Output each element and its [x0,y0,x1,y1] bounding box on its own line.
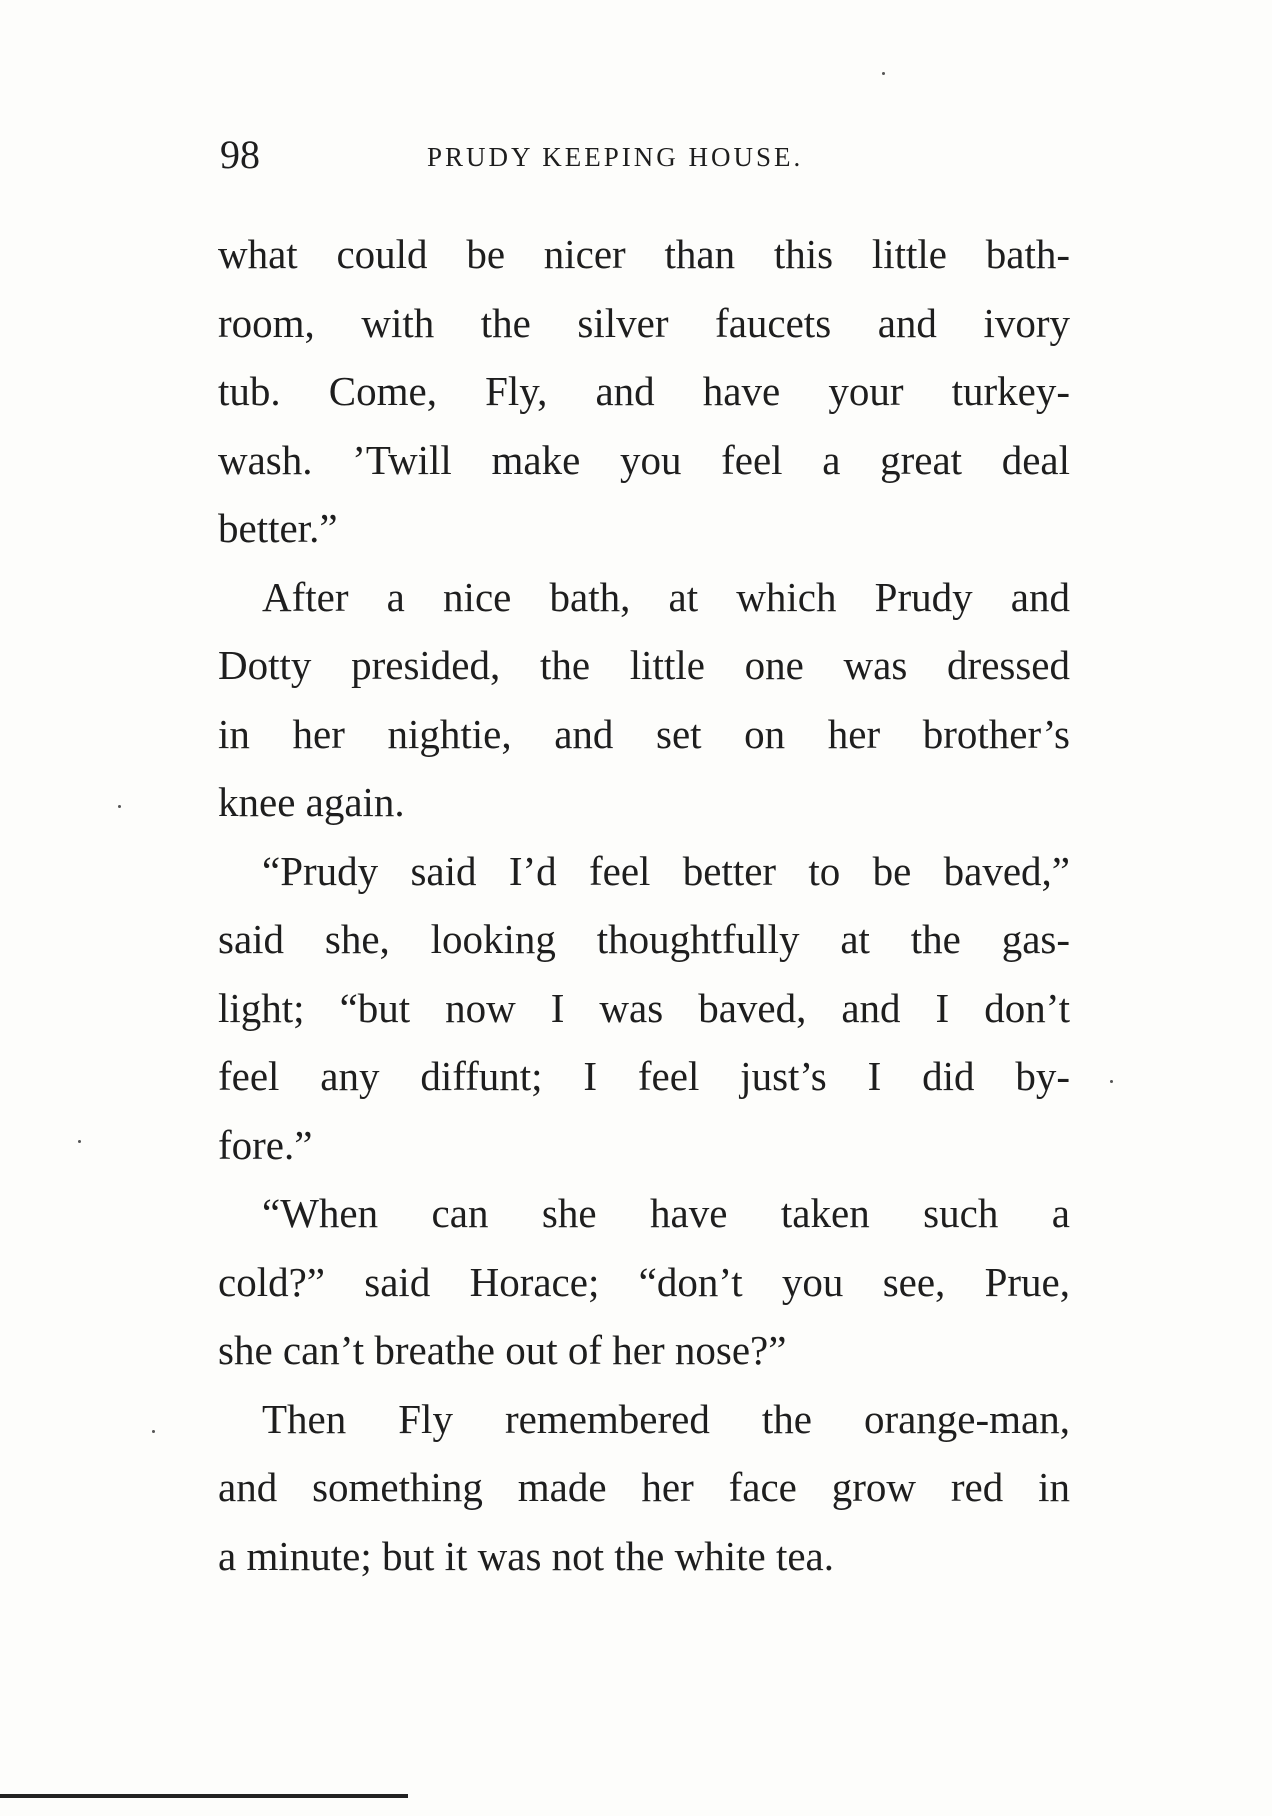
running-head: PRUDY KEEPING HOUSE. [427,142,804,172]
paper-speck [882,72,885,75]
text-line: better.” [218,505,338,551]
text-line: knee again. [218,779,405,825]
text-line: Dotty presided, the little one was dressed [218,642,1070,688]
paragraph [218,1179,1070,1385]
text-line: light; “but now I was baved, and I don’t [218,984,1070,1031]
text-line: tub. Come, Fly, and have your turkey- [218,368,1070,414]
text-line: a minute; but it was not the white tea. [218,1532,835,1579]
text-line: “When can she have taken such a [262,1190,1070,1236]
paragraph [218,220,1070,563]
paper-speck [1110,1080,1113,1083]
paragraph [218,563,1070,837]
paragraph [218,837,1070,1180]
text-line: said she, looking thoughtfully at the gas- [218,916,1070,962]
page-header [220,130,1100,180]
paper-speck [118,805,121,808]
text-line: feel any diffunt; I feel just’s I did by- [218,1053,1070,1099]
text-line: Then Fly remembered the orange-man, [262,1395,1070,1442]
paragraph [218,1385,1070,1591]
text-line: and something made her face grow red in [218,1464,1070,1510]
text-line: she can’t breathe out of her nose?” [218,1327,787,1373]
text-line: what could be nicer than this little bath- [218,231,1070,277]
bottom-rule [0,1794,408,1798]
paper-speck [152,1430,155,1433]
page-number: 98 [220,132,260,177]
text-line: room, with the silver faucets and ivory [218,299,1070,346]
body-text [218,220,1070,1590]
paper-speck [78,1140,81,1143]
text-line: wash. ’Twill make you feel a great deal [218,436,1070,483]
text-line: in her nightie, and set on her brother’s [218,710,1070,757]
text-line: After a nice bath, at which Prudy and [262,573,1070,620]
text-line: cold?” said Horace; “don’t you see, Prue, [218,1258,1070,1305]
text-line: fore.” [218,1121,313,1168]
text-line: “Prudy said I’d feel better to be baved,” [262,847,1070,894]
